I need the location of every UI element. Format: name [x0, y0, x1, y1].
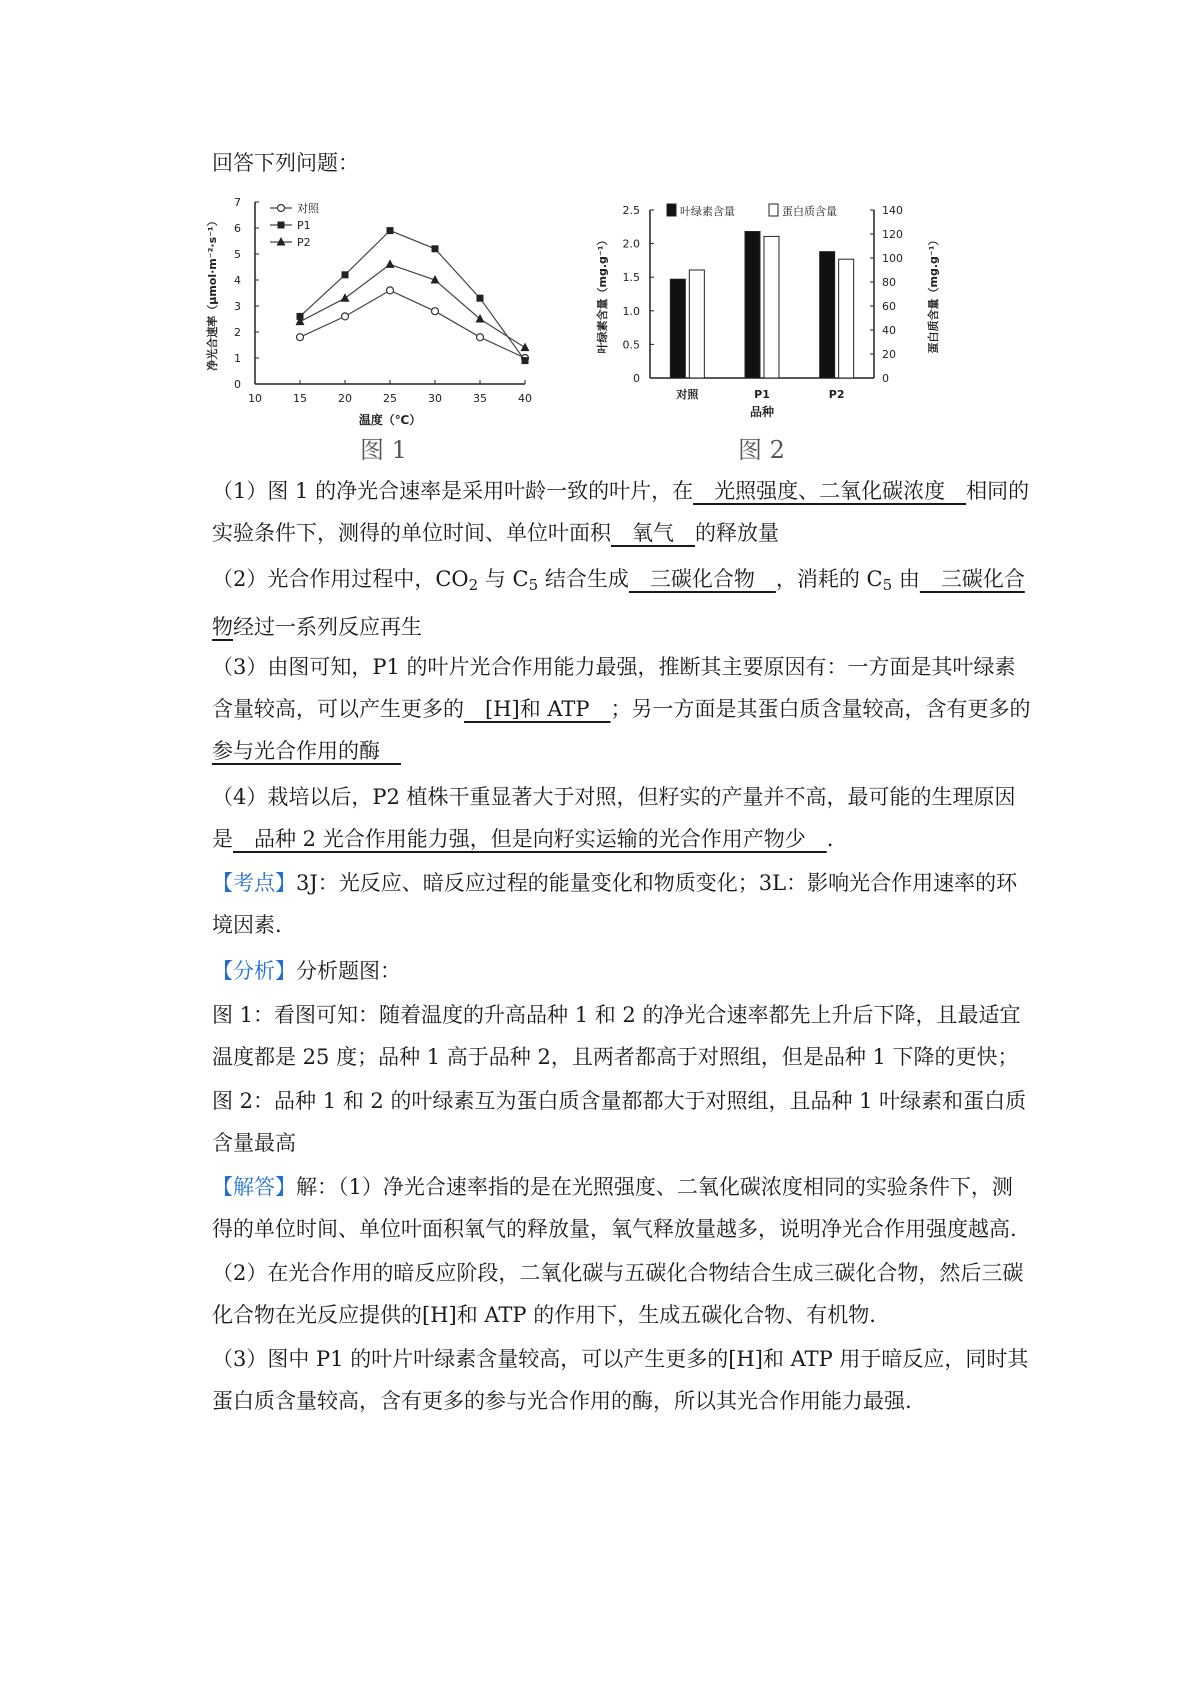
- jieda-section: [212, 1166, 1032, 1250]
- q2-text-c: 结合生成: [538, 567, 629, 591]
- fig1-y-tick-label: 2: [234, 326, 241, 339]
- fig1-x-tick-label: 30: [428, 392, 442, 405]
- fig1-point: [432, 308, 439, 315]
- kaodian-text: 3J：光反应、暗反应过程的能量变化和物质变化；3L：影响光合作用速率的环境因素.: [212, 871, 1018, 937]
- answer-3: （3）图中 P1 的叶片叶绿素含量较高，可以产生更多的[H]和 ATP 用于暗反应，同时其蛋白质含量较高，含有更多的参与光合作用的酶，所以其光合作用能力最强.: [212, 1347, 1029, 1413]
- fig2-left-tick-label: 1.0: [622, 304, 640, 318]
- fig2-bar: [839, 259, 854, 378]
- fig1-point: [521, 343, 530, 352]
- fig1-point: [341, 293, 350, 302]
- fig1-series-line-3: [300, 264, 525, 347]
- fig2-x-axis-label: 品种: [749, 405, 775, 419]
- fig1-y-tick-label: 4: [234, 274, 241, 287]
- fig1-x-tick-label: 15: [293, 392, 307, 405]
- fig1-y-tick-label: 1: [234, 352, 241, 365]
- fig1-point: [297, 334, 304, 341]
- fig2-legend-swatch: [667, 204, 676, 216]
- q4-text-a: （4）栽培以后，P2 植株干重显著大于对照，但籽实的产量并不高，最可能的生理原因是: [212, 785, 1016, 851]
- question-4: [212, 776, 1032, 860]
- question-3: [212, 646, 1032, 772]
- fig1-x-axis-label: 温度（℃）: [358, 413, 422, 427]
- fig1-point: [432, 245, 439, 252]
- fig2-legend-label: 叶绿素含量: [680, 205, 735, 218]
- intro-text: 回答下列问题：: [212, 151, 359, 175]
- fig2-left-tick-label: 2.0: [622, 237, 640, 251]
- fig2-right-tick-label: 40: [882, 324, 896, 337]
- q2-text-b: 与 C: [478, 567, 529, 591]
- q3-text-a: （3）由图可知，P1 的叶片光合作用能力最强，推断其主要原因有：一方面是其叶绿素含量较高，可以产生更多的: [212, 655, 1016, 721]
- fig2-right-tick-label: 100: [882, 252, 903, 265]
- fig2-right-tick-label: 0: [882, 372, 889, 385]
- fig1-x-tick-label: 20: [338, 392, 352, 405]
- fig2-left-axis-label: 叶绿素含量（mg.g⁻¹）: [596, 234, 609, 354]
- q1-text-c: 相同的实验条件下，测得的单位时间、单位叶面积: [212, 479, 1030, 545]
- q3-answer-enzyme: 参与光合作用的酶: [212, 739, 401, 763]
- fig1-y-tick-label: 0: [234, 378, 241, 391]
- jieda-tag: 【解答】: [212, 1175, 296, 1199]
- fig2-bar: [689, 270, 704, 378]
- q2-text-f: 由: [892, 567, 920, 591]
- fig2-legend-swatch: [769, 204, 778, 216]
- fig1-x-tick-label: 40: [518, 392, 532, 405]
- fig1-x-tick-label: 35: [473, 392, 487, 405]
- fig1-legend-marker: [278, 222, 285, 229]
- kaodian-section: [212, 862, 1032, 946]
- fenxi-text: 分析题图：: [296, 959, 401, 983]
- q2-text-h: 经过一系列反应再生: [233, 615, 422, 639]
- answer-2: （2）在光合作用的暗反应阶段，二氧化碳与五碳化合物结合生成三碳化合物，然后三碳化合物在光反应提供的[H]和 ATP 的作用下，生成五碳化合物、有机物.: [212, 1261, 1024, 1327]
- fig2-right-tick-label: 20: [882, 348, 896, 361]
- fig2-right-tick-label: 120: [882, 228, 903, 241]
- fig1-x-tick-label: 25: [383, 392, 397, 405]
- fig1-point: [476, 314, 485, 323]
- fig1-y-tick-label: 6: [234, 222, 241, 235]
- fig2-left-tick-label: 0.5: [622, 338, 640, 352]
- q4-text-c: .: [826, 827, 834, 851]
- fig1-analysis: 图 1：看图可知：随着温度的升高品种 1 和 2 的净光合速率都先上升后下降，且最适宜温度都是 25 度；品种 1 高于品种 2，且两者都高于对照组，但是品种 1 下降的更快；: [212, 1003, 1021, 1069]
- fig1-series-line-1: [300, 290, 525, 358]
- fig1-legend-label: 对照: [297, 202, 319, 215]
- q2-text-a: （2）光合作用过程中，CO: [212, 567, 469, 591]
- fig1-point: [386, 259, 395, 268]
- fig2-bar: [745, 232, 760, 378]
- fig1-y-axis-label: 净光合速率（μmol·m⁻²·s⁻¹）: [206, 215, 219, 371]
- fig2-category-label: P2: [828, 388, 845, 401]
- fig2-right-tick-label: 140: [882, 204, 903, 217]
- fig2-bar: [764, 236, 779, 378]
- fig1-point: [522, 357, 529, 364]
- fig2-right-axis-label: 蛋白质含量（mg.g⁻¹）: [927, 234, 940, 354]
- fig1-point: [387, 227, 394, 234]
- fig1-y-tick-label: 7: [234, 196, 241, 209]
- q2-sub-2: 5: [528, 576, 539, 594]
- q1-answer-oxygen: 氧气: [611, 521, 695, 545]
- fig2-right-tick-label: 80: [882, 276, 896, 289]
- fig1-legend-label: P1: [297, 219, 311, 232]
- q1-answer-conditions: 光照强度、二氧化碳浓度: [693, 479, 967, 503]
- fig1-legend-marker: [277, 237, 286, 246]
- fig2-category-label: 对照: [676, 388, 699, 401]
- fig1-series-line-2: [300, 231, 525, 361]
- figure-1-line-chart: [200, 192, 570, 447]
- fig2-right-tick-label: 60: [882, 300, 896, 313]
- fig2-legend-label: 蛋白质含量: [782, 205, 837, 218]
- q1-text-e: 的释放量: [695, 521, 779, 545]
- figure-2-caption: 图 2: [738, 436, 785, 464]
- fig1-point: [342, 313, 349, 320]
- figure-1-caption: 图 1: [360, 436, 407, 464]
- fenxi-section: [212, 950, 1032, 992]
- fig1-point: [342, 271, 349, 278]
- fig2-category-label: P1: [754, 388, 770, 401]
- q3-text-c: ；另一方面是其蛋白质含量较高，含有更多的: [610, 697, 1031, 721]
- fig2-bar: [820, 252, 835, 378]
- question-2: [212, 558, 1032, 648]
- q1-text-a: （1）图 1 的净光合速率是采用叶龄一致的叶片，在: [212, 479, 694, 503]
- kaodian-tag: 【考点】: [212, 871, 296, 895]
- q4-answer-reason: 品种 2 光合作用能力强，但是向籽实运输的光合作用产物少: [233, 827, 827, 851]
- fig1-point: [477, 295, 484, 302]
- fig1-point: [387, 287, 394, 294]
- q2-sub-3: 5: [882, 576, 893, 594]
- question-1: [212, 470, 1032, 554]
- q2-answer-c3: 三碳化合物: [628, 567, 776, 591]
- fig2-analysis: 图 2：品种 1 和 2 的叶绿素互为蛋白质含量都都大于对照组，且品种 1 叶绿素和蛋白质含量最高: [212, 1089, 1027, 1155]
- fig1-point: [477, 334, 484, 341]
- q3-answer-h-atp: [H]和 ATP: [464, 697, 611, 721]
- fig2-left-tick-label: 2.5: [622, 204, 640, 217]
- q2-text-e: ，消耗的 C: [775, 567, 883, 591]
- fig2-left-tick-label: 0: [633, 372, 640, 385]
- fig1-y-tick-label: 3: [234, 300, 241, 313]
- fig2-left-tick-label: 1.5: [622, 271, 640, 285]
- q2-sub-1: 2: [468, 576, 479, 594]
- fig1-legend-label: P2: [297, 236, 311, 249]
- fig1-legend-marker: [278, 205, 285, 212]
- fig1-y-tick-label: 5: [234, 248, 241, 261]
- jieda-text: 解：（1）净光合速率指的是在光照强度、二氧化碳浓度相同的实验条件下，测得的单位时间、单位叶面积氧气的释放量，氧气释放量越多，说明净光合作用强度越高.: [212, 1175, 1017, 1241]
- fig1-x-tick-label: 10: [248, 392, 262, 405]
- fig2-bar: [670, 279, 685, 378]
- fenxi-tag: 【分析】: [212, 959, 296, 983]
- q2-answer-c3-regen: 三碳化合物: [212, 567, 1025, 639]
- figure-2-bar-chart: [592, 198, 952, 438]
